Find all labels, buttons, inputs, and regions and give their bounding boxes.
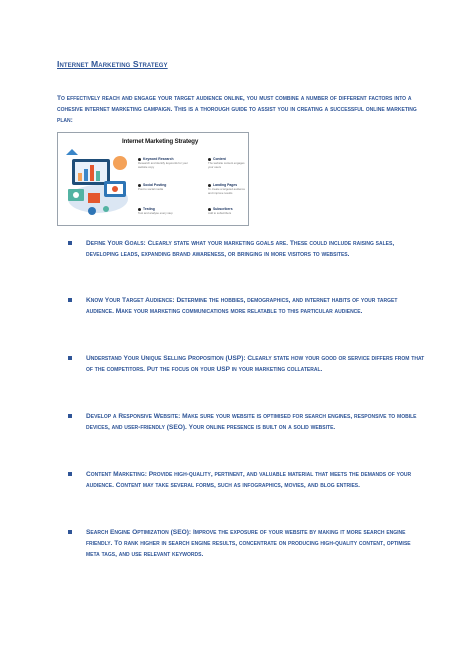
bullet-icon <box>68 414 72 418</box>
infographic-item: Keyword Research Research and identify keywords for your website copy <box>138 157 188 169</box>
bullet-icon <box>68 530 72 534</box>
bullet-icon <box>68 356 72 360</box>
list-item-text: Define Your Goals: Clearly state what your marketing goals are. These could include raising sales, developing leads, expanding brand awareness, or bringing in more visitors to websites. <box>86 240 395 258</box>
list-item-text: Content Marketing: Provide high-quality, pertinent, and valuable material that meets the demands of your audience. Content may take several forms, such as infographics, movies, and blog entries. <box>86 471 412 489</box>
infographic-item: Social Posting Post to social media <box>138 183 167 191</box>
list-item-text: Develop a Responsive Website: Make sure your website is optimised for search engines, responsive to mobile devices, and user-friendly (SEO). Your online presence is built on a solid website. <box>86 413 417 431</box>
infographic-title: Internet Marketing Strategy <box>122 138 199 145</box>
bullet-icon <box>68 472 72 476</box>
infographic-item: Subscribers Add to subscribers <box>208 207 233 215</box>
list-item-text: Understand Your Unique Selling Proposition (USP): Clearly state how your good or service differs from that of the competitors. Put the focus on your USP in your marketing collateral. <box>86 355 425 373</box>
infographic-item: Content The website content engages your users <box>208 157 245 169</box>
bullet-icon <box>68 298 72 302</box>
bullet-icon <box>68 241 72 245</box>
infographic-item: Testing Test and analyse every step <box>138 207 173 215</box>
page-title: Internet Marketing Strategy <box>57 59 168 69</box>
list-item-text: Search Engine Optimization (SEO): Improve the exposure of your website by making it more search engine friendly. To rank higher in search engine results, concentrate on producing high-quality content, optimise meta tags, and use relevant keywords. <box>86 529 411 558</box>
infographic-item: Landing Pages To create a targeted audience and improve results <box>208 183 246 195</box>
infographic-illustration <box>62 143 132 223</box>
infographic-image <box>57 132 249 226</box>
list-item-text: Know Your Target Audience: Determine the hobbies, demographics, and internet habits of your target audience. Make your marketing communications more relatable to this particular audience. <box>86 297 398 315</box>
intro-paragraph: To effectively reach and engage your target audience online, you must combine a number of different factors into a cohesive internet marketing campaign. This is a thorough guide to assist you in creating a successful online marketing plan: <box>57 95 417 124</box>
